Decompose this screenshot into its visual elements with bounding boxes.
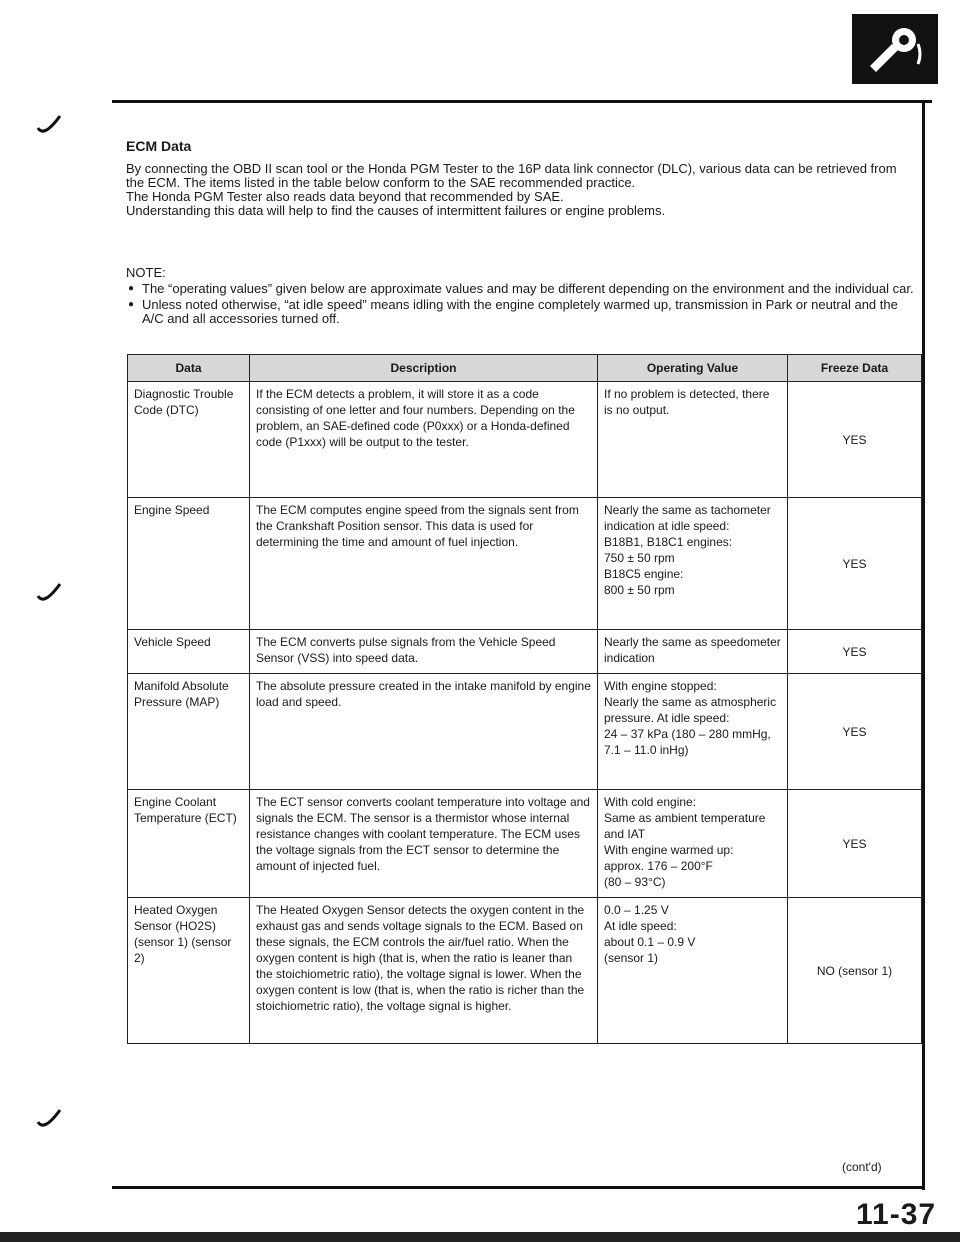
note-item: ● The “operating values” given below are approximate values and may be different depending on the environment and the individual car. (126, 282, 916, 296)
intro-text (126, 162, 916, 218)
data-cell: Manifold Absolute Pressure (MAP) (128, 674, 250, 790)
operating-value-cell (598, 674, 788, 790)
freeze-data-cell: YES (788, 674, 922, 790)
description-cell: The ECT sensor converts coolant temperature into voltage and signals the ECM. The sensor is a thermistor whose internal resistance changes with coolant temperature. The ECM uses the voltage signals from the ECT sensor to determine the amount of injected fuel. (250, 790, 598, 898)
column-header-operating-value: Operating Value (598, 355, 788, 382)
header-right-rule (922, 100, 925, 1190)
engine-wrench-icon (852, 14, 938, 84)
description-cell: The ECM converts pulse signals from the Vehicle Speed Sensor (VSS) into speed data. (250, 630, 598, 674)
freeze-data-cell: YES (788, 790, 922, 898)
operating-value-line: Nearly the same as speedometer indication (604, 635, 781, 665)
description-cell: The ECM computes engine speed from the signals sent from the Crankshaft Position sensor. This data is used for determining the time and amount of fuel injection. (250, 498, 598, 630)
operating-value-line: approx. 176 – 200°F (604, 859, 713, 873)
operating-value-cell (598, 382, 788, 498)
table-row (128, 674, 922, 790)
freeze-data-cell: NO (sensor 1) (788, 898, 922, 1044)
operating-value-line: B18C5 engine: (604, 567, 684, 581)
operating-value-cell (598, 630, 788, 674)
section-heading: ECM Data (126, 138, 192, 154)
table-row (128, 498, 922, 630)
data-cell: Engine Speed (128, 498, 250, 630)
operating-value-line: Nearly the same as tachometer indication at idle speed: (604, 503, 771, 533)
ecm-data-table (127, 354, 922, 1044)
header-rule (112, 100, 932, 103)
operating-value-line: With engine warmed up: (604, 843, 734, 857)
description-cell: The Heated Oxygen Sensor detects the oxygen content in the exhaust gas and sends voltage signals to the ECM. Based on these signals, the ECM controls the air/fuel ratio. When the oxygen content is high (that is, when the ratio is leaner than the stoichiometric ratio), the voltage signal is lower. When the oxygen content is low (that is, when the ratio is richer than the stoichiometric ratio), the voltage signal is higher. (250, 898, 598, 1044)
operating-value-line: 24 – 37 kPa (180 – 280 mmHg, 7.1 – 11.0 inHg) (604, 727, 771, 757)
margin-check-icon (36, 112, 62, 138)
freeze-data-cell: YES (788, 630, 922, 674)
table-row (128, 382, 922, 498)
data-cell: Vehicle Speed (128, 630, 250, 674)
operating-value-line: 750 ± 50 rpm (604, 551, 675, 565)
operating-value-line: 0.0 – 1.25 V (604, 903, 669, 917)
table-row (128, 790, 922, 898)
operating-value-line: Nearly the same as atmospheric pressure. At idle speed: (604, 695, 777, 725)
footer-rule (112, 1186, 925, 1189)
operating-value-line: If no problem is detected, there is no output. (604, 387, 770, 417)
page-bottom-bar (0, 1232, 960, 1242)
operating-value-line: With cold engine: (604, 795, 697, 809)
section-logo (852, 14, 938, 84)
operating-value-cell (598, 790, 788, 898)
operating-value-line: With engine stopped: (604, 679, 717, 693)
intro-paragraph: The Honda PGM Tester also reads data beyond that recommended by SAE. (126, 189, 564, 204)
page-number: 11-37 (856, 1198, 937, 1231)
table-row (128, 630, 922, 674)
operating-value-line: 800 ± 50 rpm (604, 583, 675, 597)
table-row (128, 898, 922, 1044)
operating-value-line: about 0.1 – 0.9 V (604, 935, 696, 949)
column-header-freeze-data: Freeze Data (788, 355, 922, 382)
data-cell: Diagnostic Trouble Code (DTC) (128, 382, 250, 498)
intro-paragraph: By connecting the OBD II scan tool or the Honda PGM Tester to the 16P data link connector (DLC), various data can be retrieved from the ECM. The items listed in the table below conform to the SAE recommended practice. (126, 161, 897, 190)
description-cell: The absolute pressure created in the intake manifold by engine load and speed. (250, 674, 598, 790)
data-cell: Heated Oxygen Sensor (HO2S) (sensor 1) (sensor 2) (128, 898, 250, 1044)
column-header-description: Description (250, 355, 598, 382)
freeze-data-cell: YES (788, 382, 922, 498)
freeze-data-cell: YES (788, 498, 922, 630)
data-cell: Engine Coolant Temperature (ECT) (128, 790, 250, 898)
operating-value-cell (598, 498, 788, 630)
notes-list (126, 282, 916, 328)
note-item: ● Unless noted otherwise, “at idle speed” means idling with the engine completely warmed up, transmission in Park or neutral and the A/C and all accessories turned off. (126, 298, 916, 326)
operating-value-cell (598, 898, 788, 1044)
description-cell: If the ECM detects a problem, it will store it as a code consisting of one letter and four numbers. Depending on the problem, an SAE-defined code (P0xxx) or a Honda-defined code (P1xxx) will be output to the tester. (250, 382, 598, 498)
operating-value-line: Same as ambient temperature and IAT (604, 811, 766, 841)
continued-label: (cont'd) (842, 1160, 882, 1174)
operating-value-line: (sensor 1) (604, 951, 659, 965)
margin-check-icon (36, 1106, 62, 1132)
margin-check-icon (36, 580, 62, 606)
column-header-data: Data (128, 355, 250, 382)
operating-value-line: At idle speed: (604, 919, 677, 933)
note-label: NOTE: (126, 265, 166, 280)
intro-paragraph: Understanding this data will help to find the causes of intermittent failures or engine problems. (126, 203, 666, 218)
operating-value-line: (80 – 93°C) (604, 875, 666, 889)
operating-value-line: B18B1, B18C1 engines: (604, 535, 733, 549)
table-header-row (128, 355, 922, 382)
